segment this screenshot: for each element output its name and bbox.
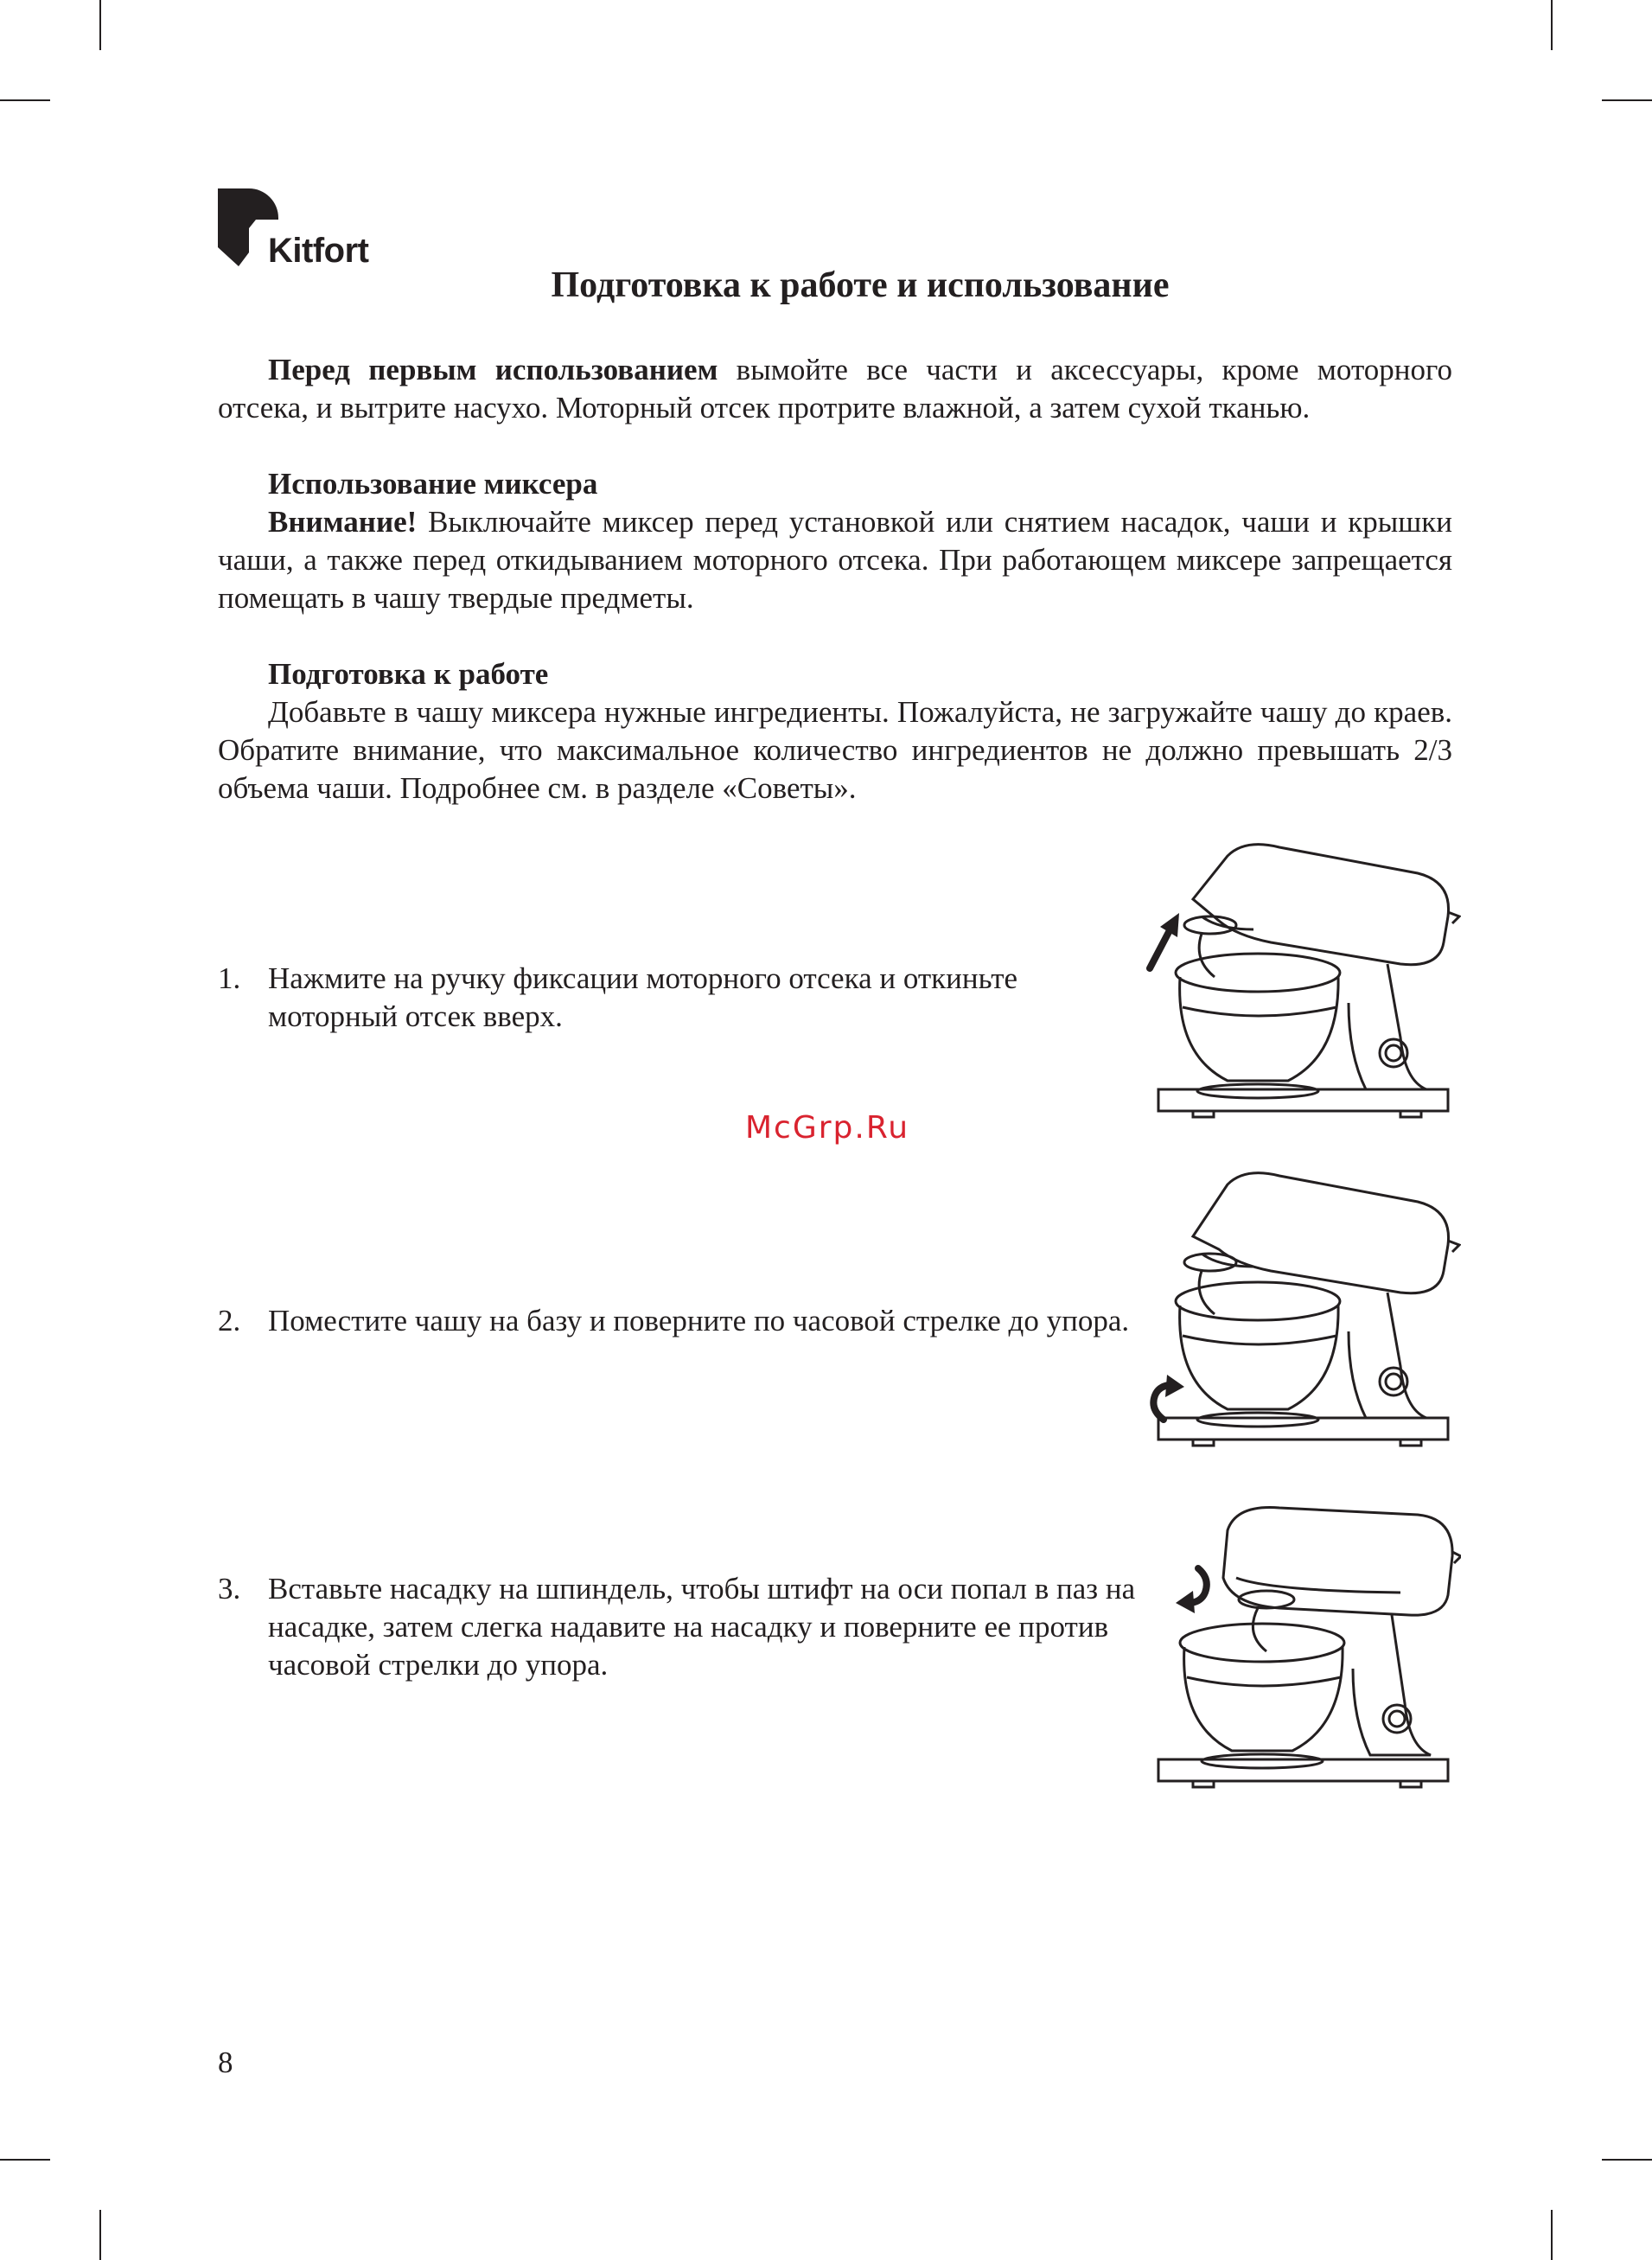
- page-title: Подготовка к работе и использование: [551, 265, 1170, 305]
- step-number: 1.: [218, 961, 241, 995]
- step-text: Нажмите на ручку фиксации моторного отсека и откиньте моторный отсек вверх.: [268, 961, 1018, 1033]
- step-text: Поместите чашу на базу и поверните по часовой стрелке до упора.: [268, 1304, 1130, 1337]
- step-1: [218, 960, 1151, 1036]
- crop-mark: [99, 2210, 101, 2260]
- crop-mark: [0, 2159, 50, 2161]
- step-3: [218, 1570, 1151, 1684]
- step-number: 2.: [218, 1304, 241, 1337]
- crop-mark: [99, 0, 101, 50]
- crop-mark: [1551, 2210, 1553, 2260]
- crop-mark: [0, 99, 50, 101]
- rotate-counterclockwise-arrow-icon: [1172, 1563, 1214, 1613]
- crop-mark: [1602, 2159, 1652, 2161]
- warning-text: Выключайте миксер перед установкой или снятием насадок, чаши и крышки чаши, а также перед откидыванием моторного отсека. При работающем миксере запрещается помещать в чашу твердые предметы.: [218, 505, 1452, 615]
- rotate-clockwise-arrow-icon: [1146, 1375, 1188, 1425]
- page-number: 8: [218, 2046, 233, 2079]
- intro-paragraph: [218, 351, 1452, 427]
- mixer-usage-heading: Использование миксера: [268, 467, 598, 501]
- step-text: Вставьте насадку на шпиндель, чтобы штифт на оси попал в паз на насадке, затем слегка надавите на насадку и поверните ее против часовой стрелки до упора.: [268, 1572, 1136, 1682]
- preparation-paragraph: Добавьте в чашу миксера нужные ингредиенты. Пожалуйста, не загружайте чашу до краев. Обратите внимание, что максимальное количество ингредиентов не должно превышать 2/3 объема чаши. Подробнее см. в разделе «Советы».: [218, 695, 1452, 805]
- warning-lead: Внимание!: [268, 505, 418, 539]
- step-2: [218, 1302, 1151, 1340]
- crop-mark: [1551, 0, 1553, 50]
- crop-mark: [1602, 99, 1652, 101]
- arrow-up-icon: [1143, 910, 1184, 972]
- step-number: 3.: [218, 1572, 241, 1606]
- warning-paragraph: [218, 503, 1452, 617]
- intro-lead: Перед первым использованием: [268, 353, 718, 386]
- stand-mixer-illustration-step2: [1141, 1150, 1461, 1461]
- stand-mixer-illustration-step3: [1141, 1496, 1461, 1807]
- stand-mixer-illustration-step1: [1141, 830, 1461, 1141]
- preparation-heading: Подготовка к работе: [268, 657, 549, 691]
- intro-text: вымойте все части и аксессуары, кроме моторного отсека, и вытрите насухо. Моторный отсек протрите влажной, а затем сухой тканью.: [218, 353, 1452, 425]
- brand-name: Kitfort: [268, 232, 369, 270]
